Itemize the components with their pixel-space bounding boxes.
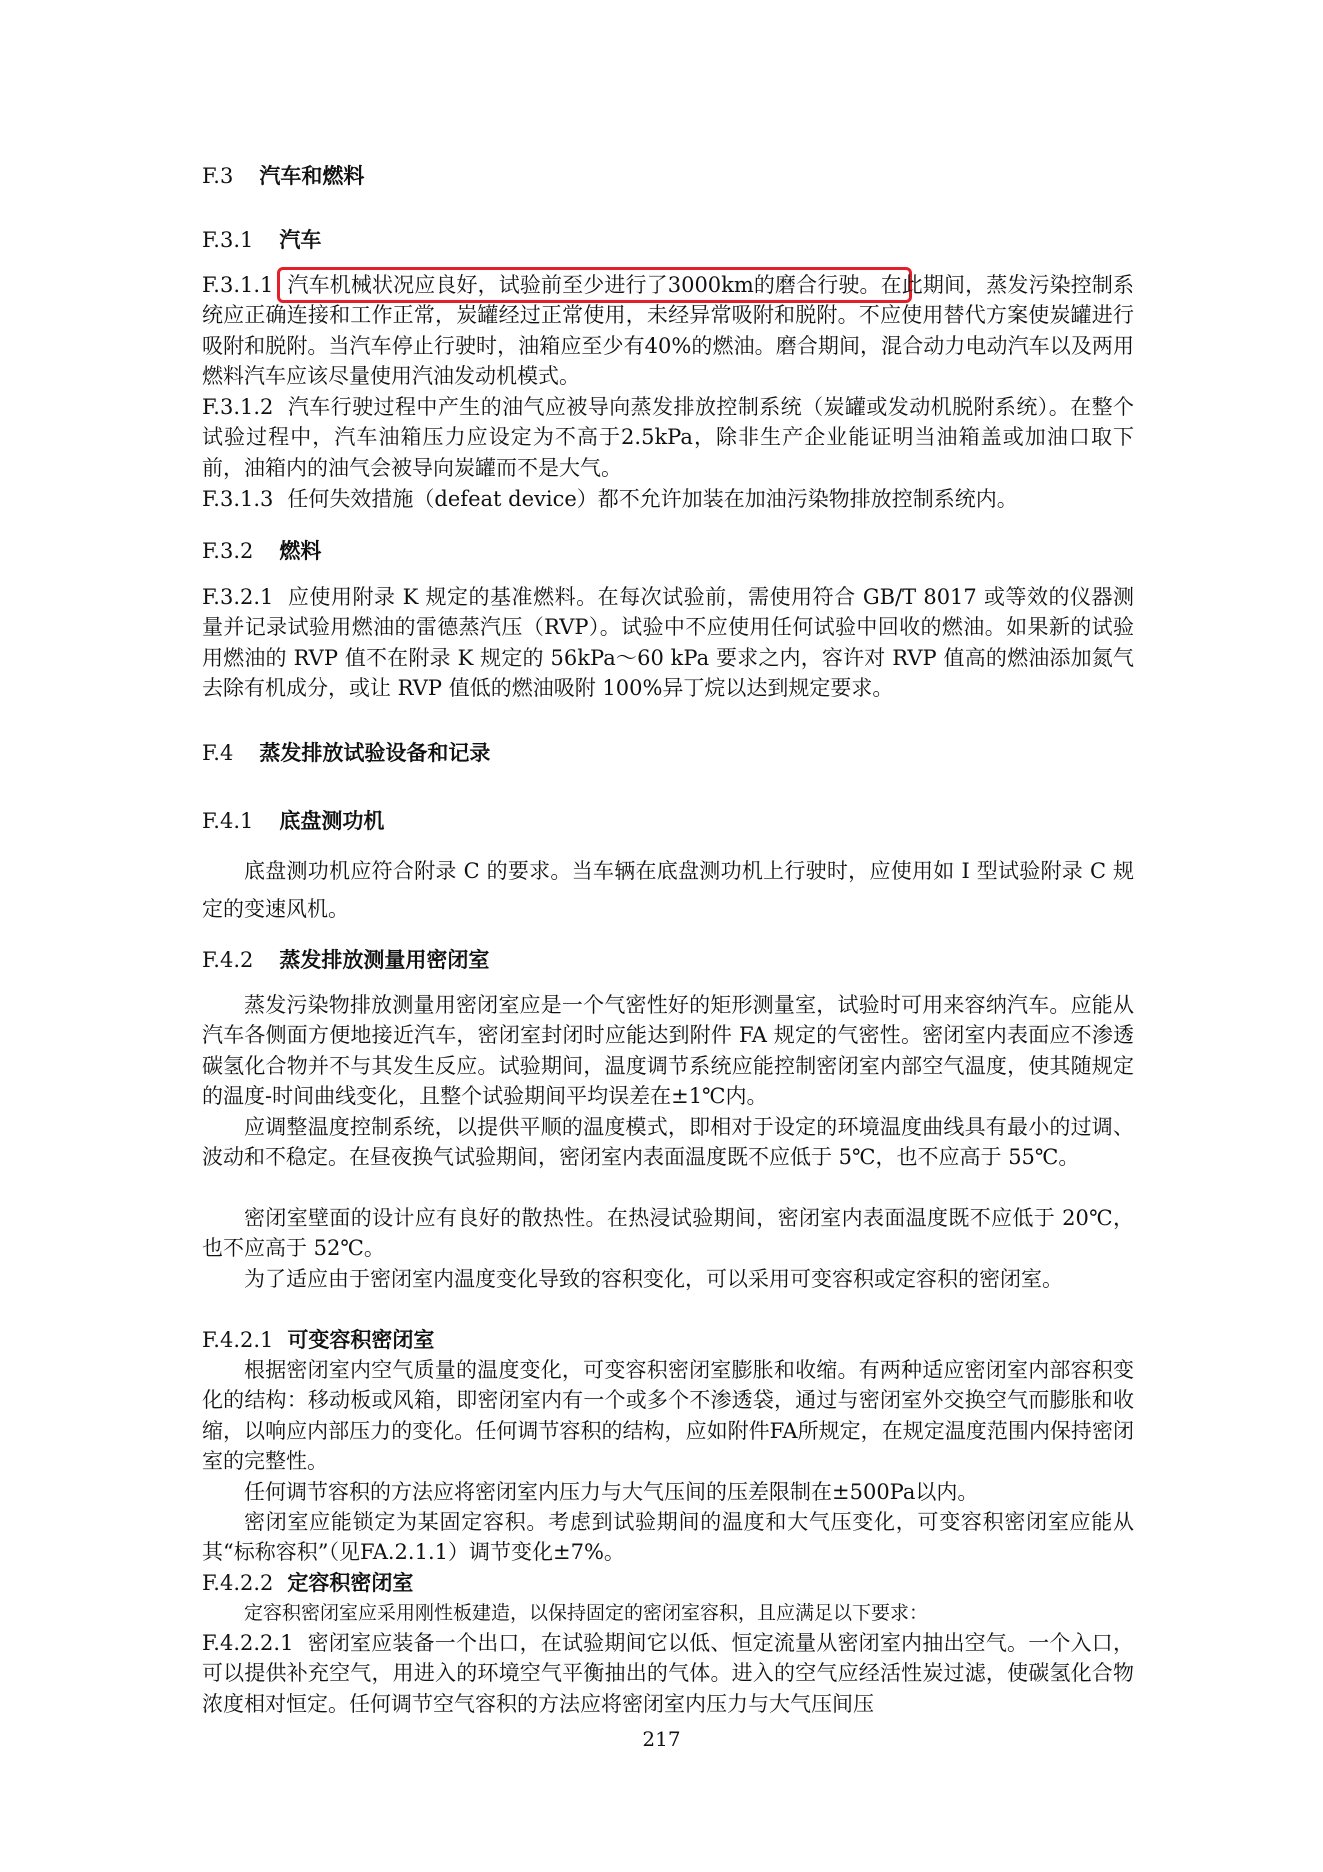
paragraph-f4-2-4	[202, 1264, 1134, 1294]
section-title: 汽车和燃料	[259, 164, 365, 188]
heading-f4-1	[202, 806, 384, 836]
paragraph-text: 应调整温度控制系统，以提供平顺的温度模式，即相对于设定的环境温度曲线具有最小的过调、波动和不稳定。在昼夜换气试验期间，密闭室内表面温度既不应低于 5℃，也不应高于 55℃。	[202, 1115, 1134, 1170]
clause-number: F.3.1.3	[202, 487, 274, 511]
section-title: 燃料	[279, 539, 322, 563]
section-title: 底盘测功机	[279, 809, 385, 833]
section-number: F.3.2	[202, 539, 254, 563]
clause-text: 密闭室应装备一个出口，在试验期间它以低、恒定流量从密闭室内抽出空气。一个入口，可以提供补充空气，用进入的环境空气平衡抽出的气体。进入的空气应经活性炭过滤，使碳氢化合物浓度相对恒定。任何调节空气容积的方法应将密闭室内压力与大气压间压	[202, 1631, 1134, 1716]
paragraph-text: 蒸发污染物排放测量用密闭室应是一个气密性好的矩形测量室，试验时可用来容纳汽车。应能从汽车各侧面方便地接近汽车，密闭室封闭时应能达到附件 FA 规定的气密性。密闭室内表面应不渗透碳氢化合物并不与其发生反应。试验期间，温度调节系统应能控制密闭室内部空气温度，使其随规定的温度-时间曲线变化，且整个试验期间平均误差在±1℃内。	[202, 993, 1134, 1109]
paragraph-f3-1-1	[202, 270, 1134, 392]
paragraph-f4-2-1-b	[202, 1477, 1134, 1507]
section-title: 可变容积密闭室	[287, 1327, 435, 1352]
paragraph-text: 密闭室壁面的设计应有良好的散热性。在热浸试验期间，密闭室内表面温度既不应低于 20℃，也不应高于 52℃。	[202, 1206, 1134, 1261]
heading-f3-2	[202, 536, 321, 566]
paragraph-f3-1-3	[202, 484, 1134, 514]
paragraph-f4-2-2	[202, 1112, 1134, 1173]
paragraph-f4-2-1-c	[202, 1507, 1134, 1568]
paragraph-f4-2-2-1	[202, 1628, 1134, 1719]
clause-number: F.3.1.2	[202, 395, 274, 419]
clause-text: 应使用附录 K 规定的基准燃料。在每次试验前，需使用符合 GB/T 8017 或等效的仪器测量并记录试验用燃油的雷德蒸汽压（RVP）。试验中不应使用任何试验中回收的燃油。如果新的试验用燃油的 RVP 值不在附录 K 规定的 56kPa～60 kPa 要求之内，容许对 RVP 值高的燃油添加氮气去除有机成分，或让 RVP 值低的燃油吸附 100%异丁烷以达到规定要求。	[202, 585, 1134, 701]
paragraph-f4-2-1	[202, 990, 1134, 1112]
section-title: 定容积密闭室	[287, 1570, 414, 1595]
paragraph-text: 根据密闭室内空气质量的温度变化，可变容积密闭室膨胀和收缩。有两种适应密闭室内部容积变化的结构：移动板或风箱，即密闭室内有一个或多个不渗透袋，通过与密闭室外交换空气而膨胀和收缩，以响应内部压力的变化。任何调节容积的结构，应如附件FA所规定，在规定温度范围内保持密闭室的完整性。	[202, 1358, 1134, 1474]
section-number: F.3	[202, 164, 234, 188]
heading-f3	[202, 161, 364, 191]
section-title: 蒸发排放试验设备和记录	[259, 741, 491, 765]
clause-number: F.3.1.1	[202, 273, 274, 297]
heading-f4-2	[202, 945, 489, 975]
clause-number: F.4.2.2.1	[202, 1631, 294, 1655]
paragraph-f4-2-2-intro	[202, 1598, 1134, 1628]
clause-text: 汽车行驶过程中产生的油气应被导向蒸发排放控制系统（炭罐或发动机脱附系统）。在整个试验过程中，汽车油箱压力应设定为不高于2.5kPa，除非生产企业能证明当油箱盖或加油口取下前，油箱内的油气会被导向炭罐而不是大气。	[202, 395, 1134, 480]
section-title: 汽车	[279, 228, 322, 252]
paragraph-text: 底盘测功机应符合附录 C 的要求。当车辆在底盘测功机上行驶时，应使用如 I 型试验附录 C 规定的变速风机。	[202, 859, 1134, 921]
section-number: F.4	[202, 741, 234, 765]
paragraph-text: 定容积密闭室应采用刚性板建造，以保持固定的密闭室容积，且应满足以下要求：	[244, 1602, 929, 1624]
section-number: F.4.2.2	[202, 1571, 274, 1595]
section-number: F.4.1	[202, 809, 254, 833]
section-number: F.4.2.1	[202, 1328, 274, 1352]
paragraph-text: 为了适应由于密闭室内温度变化导致的容积变化，可以采用可变容积或定容积的密闭室。	[244, 1267, 1063, 1291]
section-title: 蒸发排放测量用密闭室	[279, 948, 490, 972]
clause-number: F.3.2.1	[202, 585, 274, 609]
paragraph-text: 任何调节容积的方法应将密闭室内压力与大气压间的压差限制在±500Pa以内。	[244, 1480, 979, 1504]
page-number: 217	[642, 1727, 681, 1751]
section-number: F.3.1	[202, 228, 254, 252]
highlighted-text: 汽车机械状况应良好，试验前至少进行了3000km的磨合行驶	[287, 273, 860, 297]
paragraph-f4-2-3	[202, 1203, 1134, 1264]
paragraph-text: 密闭室应能锁定为某固定容积。考虑到试验期间的温度和大气压变化，可变容积密闭室应能从其“标称容积”（见FA.2.1.1）调节变化±7%。	[202, 1510, 1134, 1565]
paragraph-f3-1-2	[202, 392, 1134, 483]
heading-f4-2-1	[202, 1325, 434, 1355]
heading-f4-2-2	[202, 1568, 413, 1598]
heading-f3-1	[202, 225, 321, 255]
heading-f4	[202, 738, 490, 768]
paragraph-f4-1	[202, 852, 1134, 928]
section-number: F.4.2	[202, 948, 254, 972]
clause-text: 任何失效措施（defeat device）都不允许加装在加油污染物排放控制系统内。	[287, 487, 1018, 511]
paragraph-f4-2-1-a	[202, 1355, 1134, 1477]
clause-text: 。在此期间，蒸发污染控制系统应正确连接和工作正常，炭罐经过正常使用，未经异常吸附和脱附。不应使用替代方案使炭罐进行吸附和脱附。当汽车停止行驶时，油箱应至少有40%的燃油。磨合期间，混合动力电动汽车以及两用燃料汽车应该尽量使用汽油发动机模式。	[202, 273, 1134, 389]
paragraph-f3-2-1	[202, 582, 1134, 704]
